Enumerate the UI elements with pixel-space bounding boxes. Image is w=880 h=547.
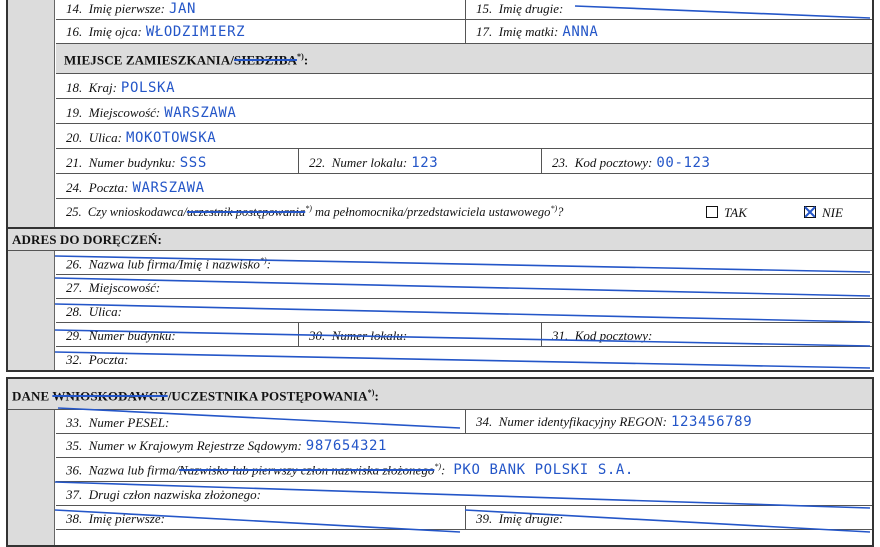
field-label: Poczta: [88, 352, 129, 367]
field-participant-second-name[interactable] [466, 506, 872, 529]
field-label: Imię pierwsze: [88, 1, 165, 16]
postal-code-value: 00-123 [656, 155, 711, 171]
left-gutter [8, 251, 55, 370]
field-regon[interactable] [466, 410, 872, 433]
street-value: MOKOTOWSKA [125, 130, 217, 146]
field-apartment-no[interactable] [299, 149, 542, 173]
field-number: 22. [309, 155, 326, 170]
row-26[interactable]: 26. Nazwa lub firma/Imię i nazwisko*): [56, 251, 872, 275]
field-number: 38. [66, 511, 83, 526]
field-number: 14. [66, 1, 83, 16]
field-label: Ulica: [88, 304, 122, 319]
field-label: Kraj: [88, 80, 117, 95]
field-label: Numer budynku: [88, 328, 176, 343]
participant-section [6, 377, 874, 547]
field-label: Ulica: [88, 130, 122, 145]
field-label: Miejscowość: [88, 280, 161, 295]
checked-checkbox-icon[interactable] [804, 206, 816, 218]
field-pesel[interactable] [56, 410, 466, 433]
field-label: Nazwa lub firma/Imię i nazwisko [88, 256, 260, 272]
field-number: 34. [476, 414, 493, 429]
field-number: 24. [66, 180, 83, 195]
field-label: Imię pierwsze: [88, 511, 165, 526]
field-label: Numer lokalu: [331, 328, 408, 343]
field-father-name[interactable] [56, 20, 466, 43]
field-first-name[interactable] [56, 0, 466, 19]
row-20[interactable] [56, 124, 872, 149]
left-gutter [8, 0, 55, 227]
residence-header-row [56, 44, 872, 74]
delivery-header: ADRES DO DORĘCZEŃ: [12, 232, 162, 247]
building-value: SSS [179, 155, 207, 171]
field-participant-first-name[interactable] [56, 506, 466, 529]
field-label: Numer w Krajowym Rejestrze Sądowym: [88, 438, 302, 453]
representative-question: 25. Czy wnioskodawca/uczestnik postępowania*) ma pełnomocnika/przedstawiciela ustawowego*)? [66, 204, 564, 220]
field-number: 23. [552, 155, 569, 170]
field-label: Kod pocztowy: [574, 328, 653, 343]
delivery-header-row [8, 229, 872, 251]
row-33-34 [56, 410, 872, 434]
option-no[interactable] [804, 205, 843, 221]
row-36[interactable]: 36. Nazwa lub firma/Nazwisko lub pierwszy człon nazwiska złożonego*): PKO BANK POLSKI S.A. [56, 458, 872, 482]
option-yes[interactable] [706, 205, 747, 221]
field-label: Imię drugie: [498, 1, 564, 16]
row-18[interactable] [56, 74, 872, 99]
row-28[interactable] [56, 299, 872, 323]
field-number: 28. [66, 304, 83, 319]
option-yes-label: TAK [724, 205, 747, 220]
field-number: 33. [66, 415, 83, 430]
field-number: 39. [476, 511, 493, 526]
field-label: Kod pocztowy: [574, 155, 653, 170]
field-label: Numer PESEL: [88, 415, 170, 430]
option-no-label: NIE [822, 205, 843, 220]
left-gutter [8, 410, 55, 545]
row-24[interactable] [56, 174, 872, 199]
krs-value: 987654321 [305, 438, 388, 454]
field-label: Numer identyfikacyjny REGON: [498, 414, 667, 429]
delivery-section [6, 229, 874, 372]
row-19[interactable] [56, 99, 872, 124]
field-building-no[interactable] [56, 149, 299, 173]
field-number: 19. [66, 105, 83, 120]
company-name-value: PKO BANK POLSKI S.A. [453, 462, 634, 479]
field-label: Imię ojca: [88, 24, 142, 39]
field-number: 26. [66, 256, 83, 272]
field-postal-code[interactable] [542, 149, 872, 173]
field-second-name[interactable] [466, 0, 872, 19]
field-label: Imię matki: [498, 24, 559, 39]
field-number: 21. [66, 155, 83, 170]
field-number: 17. [476, 24, 493, 39]
field-label: Poczta: [88, 180, 129, 195]
field-number: 30. [309, 328, 326, 343]
country-value: POLSKA [120, 80, 176, 96]
field-number: 18. [66, 80, 83, 95]
field-number: 32. [66, 352, 83, 367]
row-29-31 [56, 323, 872, 347]
row-16-17 [56, 20, 872, 44]
row-38-39 [56, 506, 872, 530]
father-name-value: WŁODZIMIERZ [145, 24, 246, 40]
first-name-value: JAN [168, 1, 197, 17]
row-37[interactable] [56, 482, 872, 506]
field-mother-name[interactable] [466, 20, 872, 43]
delivery-postal-code[interactable] [542, 323, 872, 346]
row-25 [56, 199, 872, 227]
field-number: 27. [66, 280, 83, 295]
residence-header: MIEJSCE ZAMIESZKANIA/SIEDZIBA*): [64, 52, 309, 68]
checkbox-icon[interactable] [706, 206, 718, 218]
field-number: 37. [66, 487, 83, 502]
mother-name-value: ANNA [562, 24, 599, 40]
field-number: 36. [66, 462, 83, 478]
participant-header-row [8, 379, 872, 410]
field-label: Drugi człon nazwiska złożonego: [88, 487, 261, 502]
row-21-23 [56, 149, 872, 174]
row-27[interactable] [56, 275, 872, 299]
delivery-building-no[interactable] [56, 323, 299, 346]
row-14-15 [56, 0, 872, 20]
field-number: 31. [552, 328, 569, 343]
field-number: 20. [66, 130, 83, 145]
row-32[interactable] [56, 347, 872, 370]
post-office-value: WARSZAWA [132, 180, 205, 196]
participant-header: DANE WNIOSKODAWCY/UCZESTNIKA POSTĘPOWANIA*): [12, 388, 379, 404]
apartment-value: 123 [411, 155, 439, 171]
field-number: 35. [66, 438, 83, 453]
applicant-section [6, 0, 874, 229]
field-label: Imię drugie: [498, 511, 564, 526]
city-value: WARSZAWA [164, 105, 237, 121]
field-label: Numer lokalu: [331, 155, 408, 170]
field-label: Miejscowość: [88, 105, 161, 120]
field-label: Numer budynku: [88, 155, 176, 170]
field-number: 15. [476, 1, 493, 16]
regon-value: 123456789 [670, 414, 753, 430]
field-number: 16. [66, 24, 83, 39]
field-number: 29. [66, 328, 83, 343]
row-35[interactable] [56, 434, 872, 458]
delivery-apartment-no[interactable] [299, 323, 542, 346]
field-label: Nazwa lub firma/ [88, 462, 180, 478]
